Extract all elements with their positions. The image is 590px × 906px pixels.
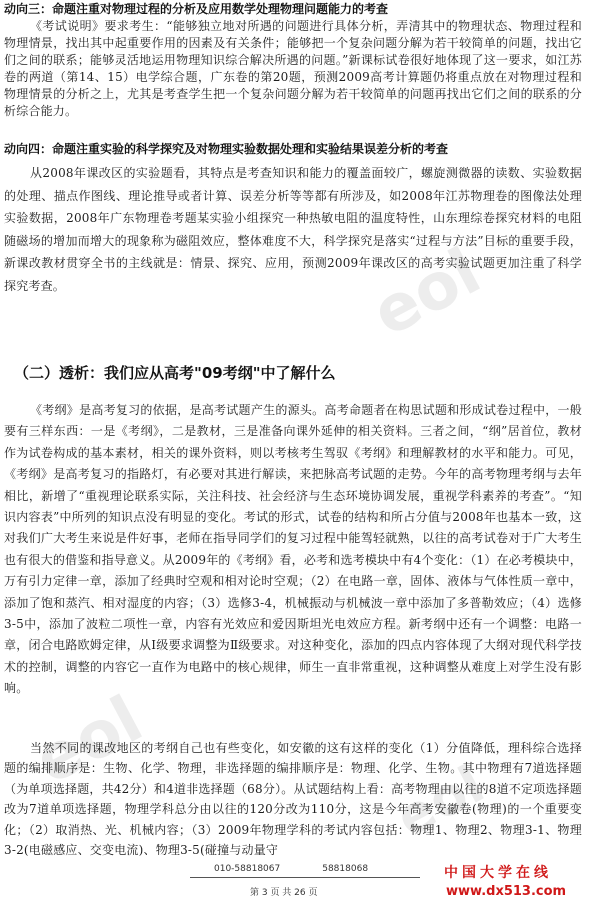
footer-phone-2: 58818068 — [322, 864, 369, 874]
footer-contact — [214, 864, 410, 874]
watermark-logo: eol — [387, 754, 494, 850]
paragraph-regional-changes: 当然不同的课改地区的考纲自己也有些变化，如安徽的这有这样的变化（1）分值降低，理科综合选择题的编排顺序是：生物、化学、物理，非选择题的编排顺序是：物理、化学、生物。其中物理有7道选择题（为单项选择题，共42分）和4道非选择题（68分）。从试题结构上看：高考物理由以往的8道不定项选择题改为7道单项选择题，物理学科总分由以往的120分改为110分，这是今年高考安徽卷(物理)的一个重要变化；（2）取消热、光、机械内容；（3）2009年物理学科的考试内容包括：物理1、物理2、物理3-1、物理3-2(电磁感应、交变电流)、物理3-5(碰撞与动量守 — [4, 741, 582, 858]
paragraph-experiments: 从2008年课改区的实验题看，其特点是考查知识和能力的覆盖面较广，螺旋测微器的读数、实验数据的处理、描点作图线、理论推导或者计算、误差分析等等都有所涉及，如2008年江苏物理卷的图像法处理实验数据，2008年广东物理卷考题某实验小组探究一种热敏电阻的温度特性，山东理综卷探究材料的电阻随磁场的增加而增大的现象称为磁阻效应，整体难度不大，科学探究是落实“过程与方法”目标的重要手段，新课改教材贯穿全书的主线就是：情景、探究、应用，预测2009年课改区的高考实验试题更加注重了科学探究考查。 — [4, 166, 582, 293]
section-title: （二）透析：我们应从高考"09考纲"中了解什么 — [14, 364, 336, 382]
watermark-logo: eol — [361, 234, 493, 352]
footer-page-number: 第 3 页 共 26 页 — [250, 888, 318, 898]
footer-phone-1: 010-58818067 — [214, 864, 281, 874]
heading-trend-3: 动向三：命题注重对物理过程的分析及应用数学处理物理问题能力的考查 — [4, 2, 389, 16]
paragraph-exam-requirements: 《考试说明》要求考生：“能够独立地对所遇的问题进行具体分析，弄清其中的物理状态、物理过程和物理情景，找出其中起重要作用的因素及有关条件；能够把一个复杂问题分解为若干较简单的问题，找出它们之间的联系；能够灵活地运用物理知识综合解决所遇的问题。”新课标试卷很好地体现了这一要求，如江苏卷的两道（第14、15）电学综合题，广东卷的第20题，预测2009高考计算题仍将重点放在对物理过程和物理情景的分析之上，尤其是考查学生把一个复杂问题分解为若干较简单的问题再找出它们之间的联系的分析综合能力。 — [4, 19, 582, 118]
heading-trend-4: 动向四：命题注重实验的科学探究及对物理实验数据处理和实验结果误差分析的考查 — [4, 142, 449, 156]
paragraph-syllabus-analysis: 《考纲》是高考复习的依据，是高考试题产生的源头。高考命题者在构思试题和形成试卷过程中，一般要有三样东西：一是《考纲》，二是教材，三是准备向课外延伸的相关资料。三者之间，“纲”居首位，教材作为试卷构成的基本素材，相关的课外资料，则以考核考生驾驭《考纲》和理解教材的水平和能力。可见，《考纲》是高考复习的指路灯，有必要对其进行解读，来把脉高考试题的走势。今年的高考物理考纲与去年相比，新增了“重视理论联系实际，关注科技、社会经济与生态环境协调发展，重视学科素养的考查”。“知识内容表”中所列的知识点没有明显的变化。考试的形式，试卷的结构和所占分值与2008年也基本一致，这对我们广大考生来说是件好事，老师在指导同学们的复习过程中能驾轻就熟，以往的高考试卷对于广大考生也有很大的借鉴和指导意义。从2009年的《考纲》看，必考和选考模块中有4个变化：（1）在必考模块中，万有引力定律一章，添加了经典时空观和相对论时空观；（2）在电路一章，固体、液体与气体性质一章中，添加了饱和蒸汽、相对湿度的内容；（3）选修3-4，机械振动与机械波一章中添加了多普勒效应；（4）选修3-5中，添加了波粒二项性一章，内容有光效应和爱因斯坦光电效应方程。新考纲中还有一个调整：电路一章，闭合电路欧姆定律，从Ⅰ级要求调整为Ⅱ级要求。对这种变化，添加的四点内容体现了大纲对现代科学技术的控制，调整的内容它一直作为电路中的核心规律，师生一直非常重视，这种调整从难度上对学生没有影响。 — [4, 403, 582, 696]
brand-url-link[interactable]: www.dx513.com — [446, 884, 567, 899]
footer-divider — [190, 877, 420, 878]
watermark-logo: eol — [23, 682, 155, 800]
brand-name: 中国大学在线 — [444, 865, 552, 881]
